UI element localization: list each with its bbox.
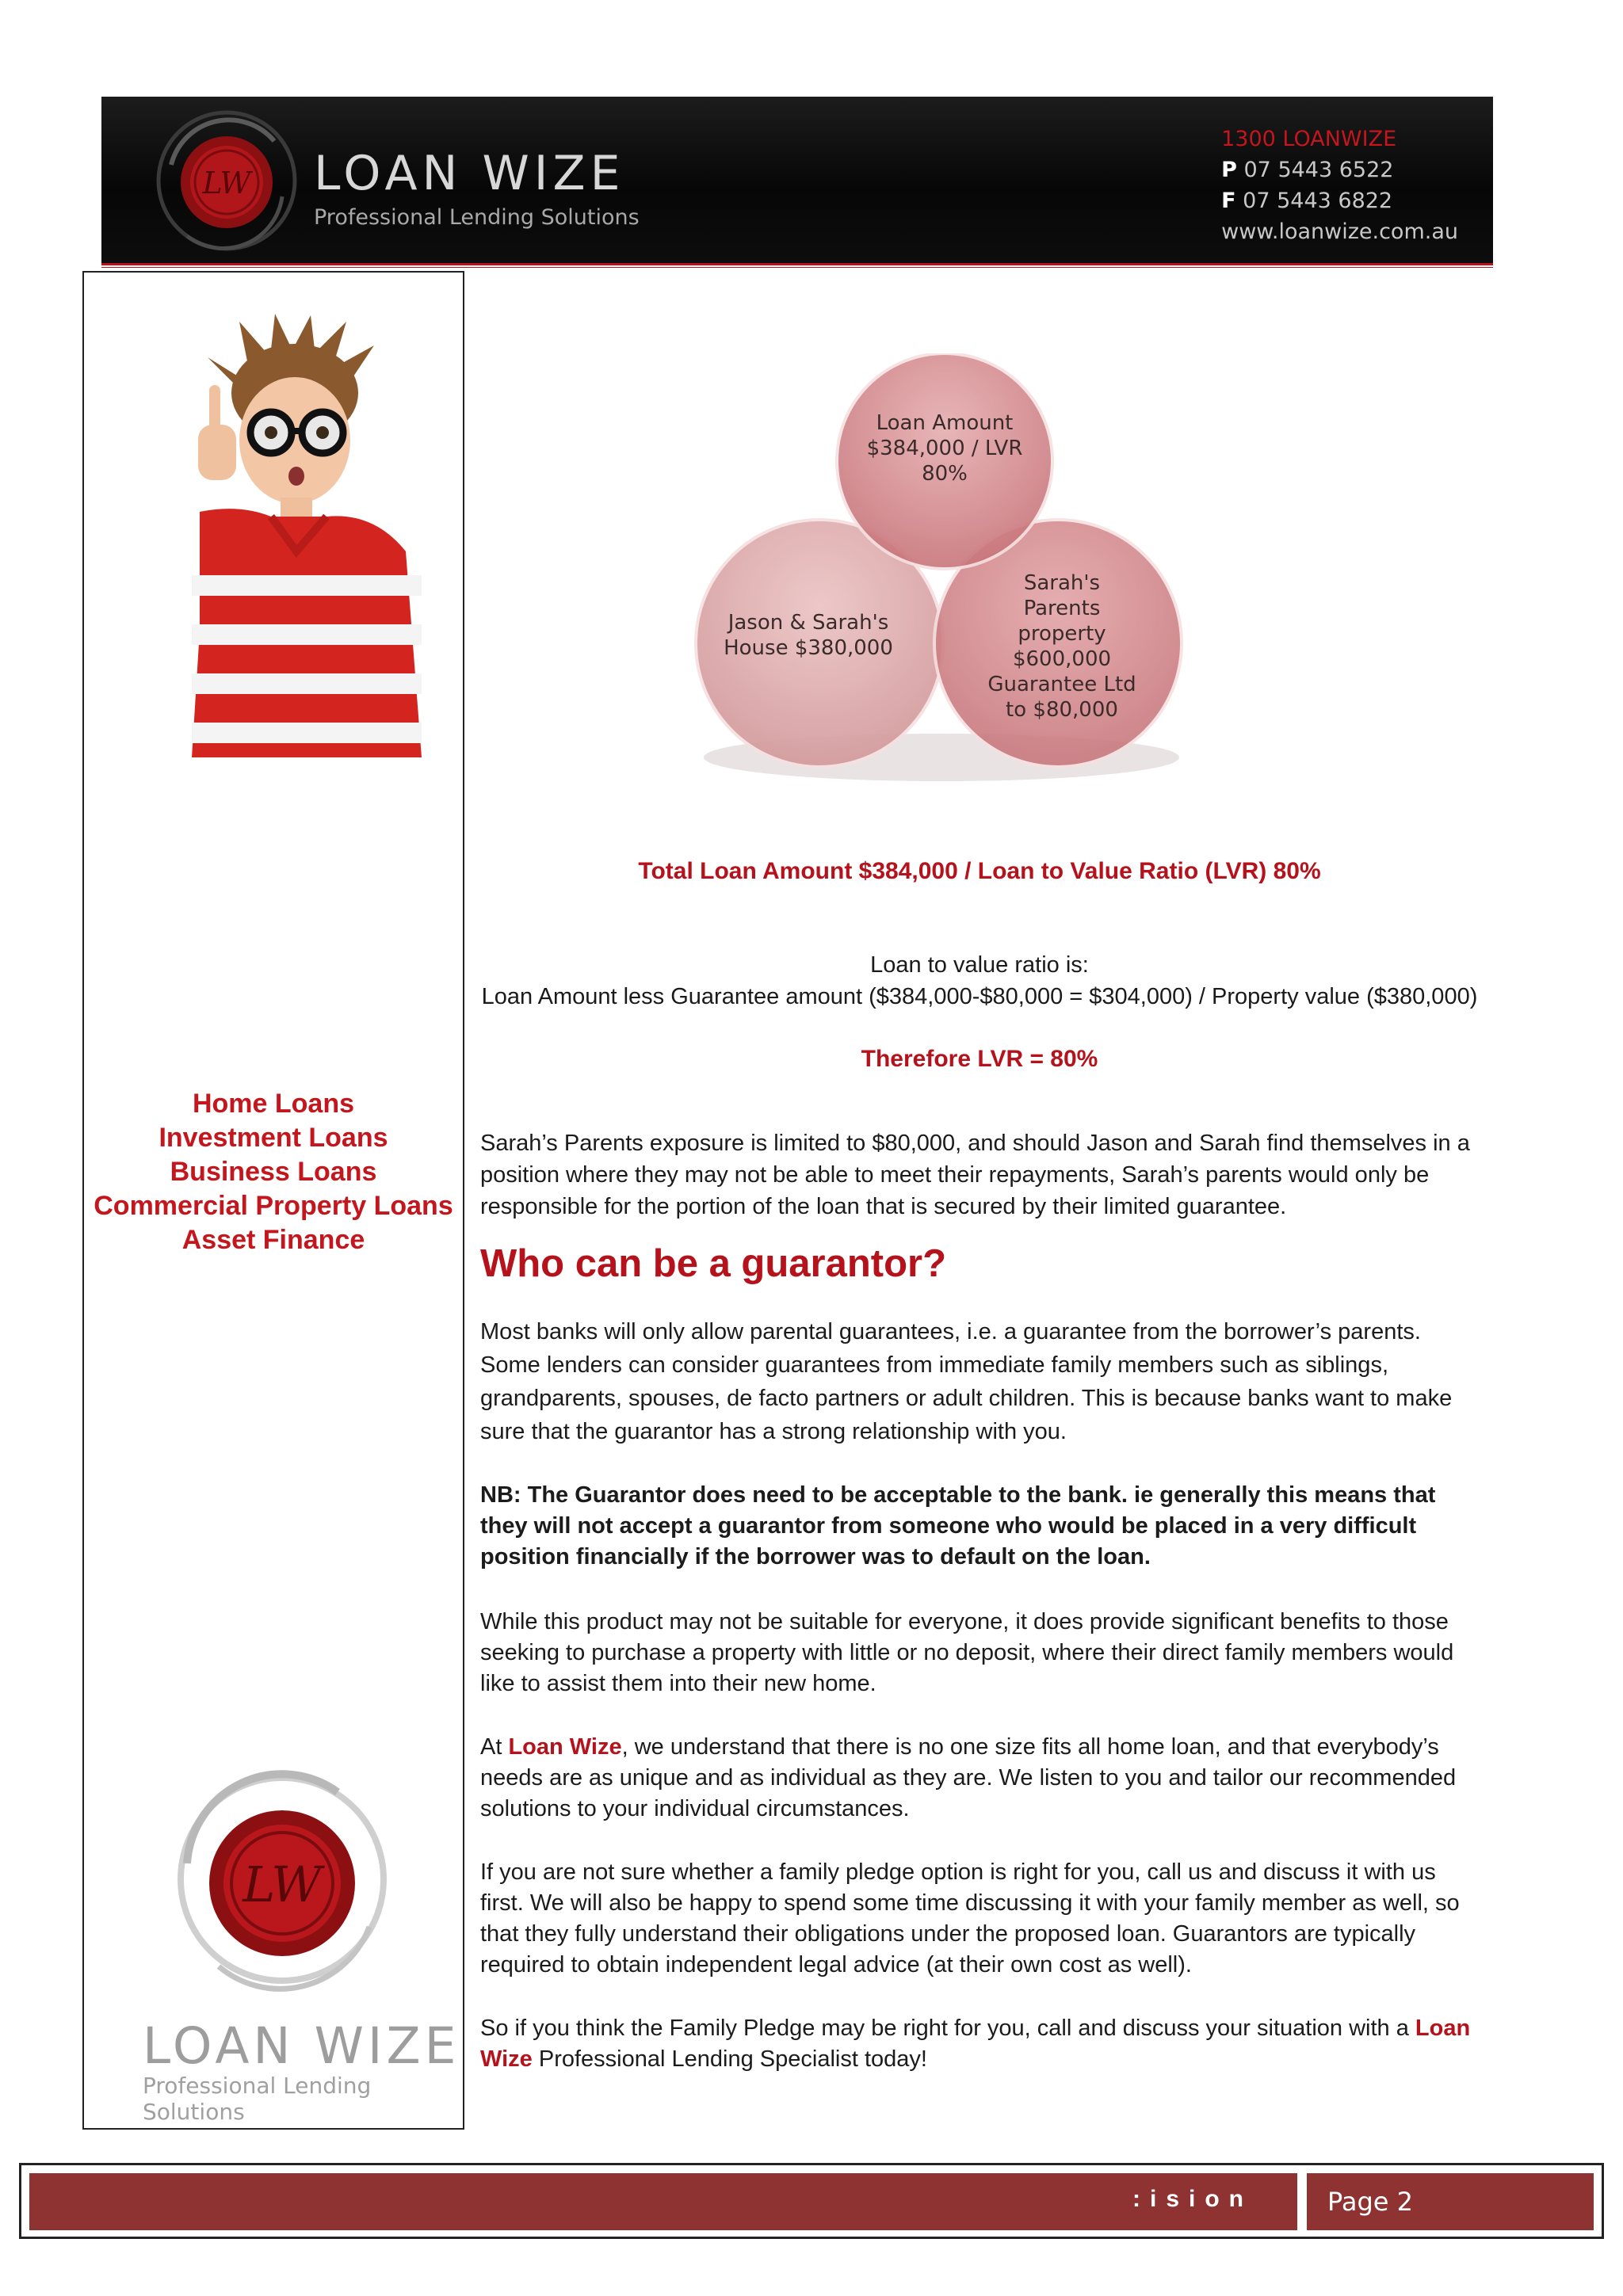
lvr-result: Therefore LVR = 80% <box>861 1046 1098 1072</box>
lvr-intro: Loan to value ratio is: <box>870 952 1089 978</box>
svg-text:LW: LW <box>202 166 251 200</box>
footer-word: :ision <box>1132 2186 1253 2212</box>
lvr-formula: Loan Amount less Guarantee amount ($384,000-$80,000 = $304,000) / Property value ($380,000) <box>481 984 1478 1009</box>
services-list <box>84 1087 463 1257</box>
sidebar <box>82 271 464 2130</box>
brand-name: LOAN WIZE <box>314 146 625 201</box>
header-divider <box>101 263 1493 265</box>
header-divider-thin <box>101 267 1493 268</box>
paragraph-banks: Most banks will only allow parental guarantees, i.e. a guarantee from the borrower’s parents. Some lenders can consider guarantees from immediate family members such as siblings, grandparents, spouses, de facto partners or adult children. This is because banks want to make sure that the guarantor has a strong relationship with you. <box>480 1319 1453 1444</box>
brand-tagline: Professional Lending Solutions <box>314 205 640 230</box>
sidebar-logo-tagline: Professional Lending Solutions <box>143 2073 372 2125</box>
contact-block <box>1221 124 1458 247</box>
phone-number: 07 5443 6522 <box>1243 158 1394 182</box>
phone-main: 1300 LOANWIZE <box>1221 127 1397 151</box>
paragraph-closing: So if you think the Family Pledge may be right for you, call and discuss your situation with a Loan Wize Professional Lending Specialist today! <box>480 2016 1471 2072</box>
phone-line <box>1221 154 1458 185</box>
fax-number: 07 5443 6822 <box>1243 189 1393 213</box>
header-banner <box>101 97 1493 263</box>
total-loan-line: Total Loan Amount $384,000 / Loan to Value Ratio (LVR) 80% <box>638 858 1321 884</box>
phone-prefix: P <box>1221 158 1237 182</box>
service-investment-loans: Investment Loans <box>158 1123 388 1153</box>
footer <box>19 2163 1604 2239</box>
paragraph-product: While this product may not be suitable for everyone, it does provide significant benefits to those seeking to purchase a property with little or no deposit, where their direct family members would like to assist them into their new home. <box>480 1609 1454 1696</box>
brand-inline-2: Loan Wize <box>480 2016 1471 2072</box>
venn-diagram <box>666 353 1220 797</box>
service-business-loans: Business Loans <box>170 1157 377 1187</box>
seal-logo-icon <box>155 109 298 252</box>
svg-text:LW: LW <box>242 1855 322 1913</box>
venn-label-right: Sarah's Parents property $600,000 Guarantee Ltd to $80,000 <box>987 571 1136 722</box>
service-asset-finance: Asset Finance <box>181 1225 365 1255</box>
venn-label-top: Loan Amount $384,000 / LVR 80% <box>866 411 1023 486</box>
service-commercial-property-loans: Commercial Property Loans <box>94 1191 453 1221</box>
paragraph-unsure: If you are not sure whether a family pledge option is right for you, call us and discuss it with us first. We will also be happy to spend some time discussing it with your family member as well, so that they fully understand their obligations under the proposed loan. Guarantors are typically required to obtain independent legal advice (at their own cost as well). <box>480 1859 1460 1978</box>
boy-photo <box>192 314 422 757</box>
brand-inline: Loan Wize <box>508 1734 622 1760</box>
sidebar-logo-name: LOAN WIZE <box>143 2017 460 2075</box>
guarantor-note: NB: The Guarantor does need to be acceptable to the bank. ie generally this means that they will not accept a guarantor from someone who would be placed in a very difficult position financially if the borrower was to default on the loan. <box>480 1482 1436 1569</box>
footer-bar <box>29 2173 1297 2230</box>
page-number <box>1307 2173 1594 2230</box>
section-heading: Who can be a guarantor? <box>480 1242 947 1285</box>
page-number-label: Page 2 <box>1327 2187 1413 2217</box>
website-link[interactable]: www.loanwize.com.au <box>1221 219 1458 244</box>
paragraph-at-loanwize: At Loan Wize, we understand that there is no one size fits all home loan, and that everybody’s needs are as unique and as individual as they are. We listen to you and tailor our recommended solutions to your individual circumstances. <box>480 1734 1457 1821</box>
fax-line <box>1221 185 1458 216</box>
service-home-loans: Home Loans <box>192 1089 355 1119</box>
paragraph-exposure: Sarah’s Parents exposure is limited to $80,000, and should Jason and Sarah find themselves in a position where they may not be able to meet their repayments, Sarah’s parents would only be responsible for the portion of the loan that is secured by their limited guarantee. <box>480 1131 1470 1219</box>
fax-prefix: F <box>1221 189 1236 213</box>
venn-label-left: Jason & Sarah's House $380,000 <box>724 611 893 660</box>
